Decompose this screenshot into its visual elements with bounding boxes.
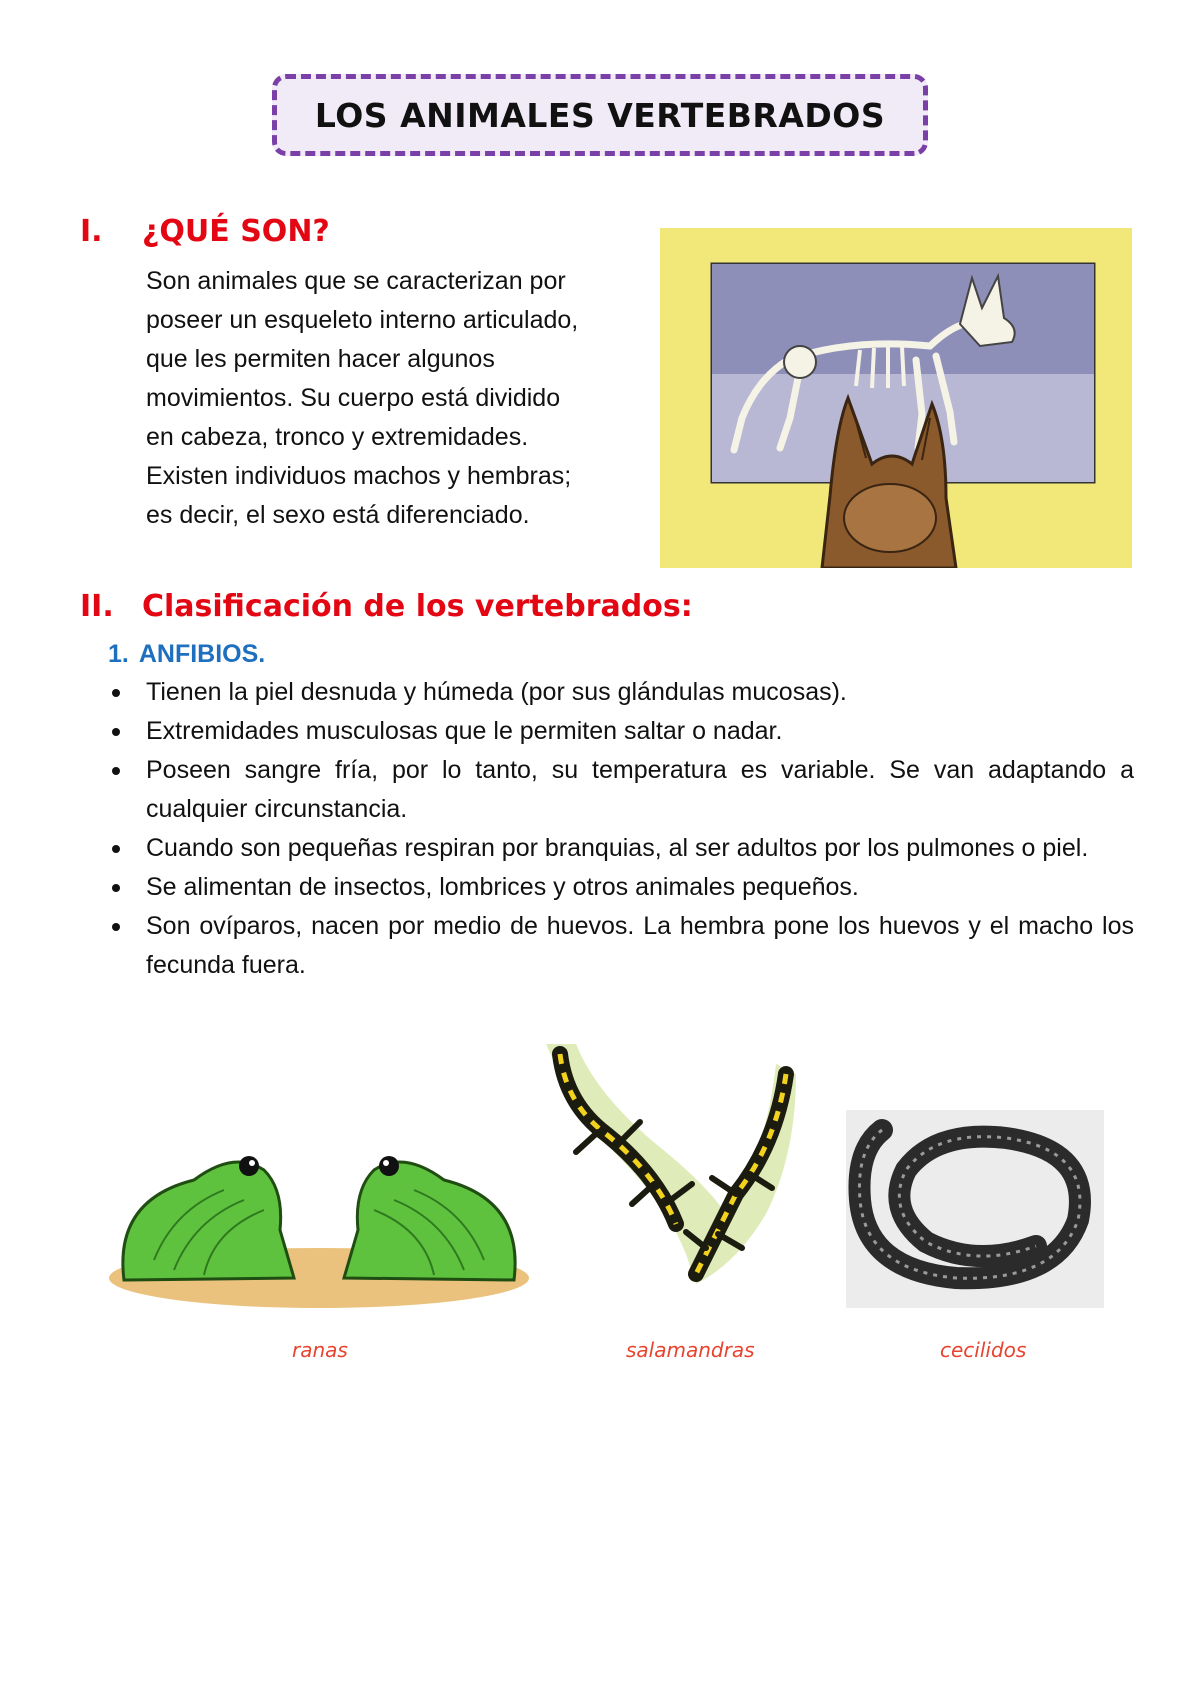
list-item [106,829,1134,868]
section-1-number: I. [80,214,103,249]
subsection-heading [108,640,265,669]
list-item [106,673,1134,712]
bullet-icon [112,689,120,697]
section-1-heading [80,214,330,249]
list-item-text: Son ovíparos, nacen por medio de huevos. La hembra pone los huevos y el macho los fecunda fuera. [146,912,1134,979]
list-item-text: Extremidades musculosas que le permiten saltar o nadar. [146,717,783,745]
bullet-icon [112,923,120,931]
paragraph-line: en cabeza, tronco y extremidades. [146,423,529,451]
section-2-heading [80,589,693,624]
bullet-icon [112,845,120,853]
list-item [106,907,1134,985]
paragraph-line: movimientos. Su cuerpo está dividido [146,384,561,412]
paragraph-line: que les permiten hacer algunos [146,345,495,373]
list-item-text: Poseen sangre fría, por lo tanto, su temperatura es variable. Se van adaptando a cualquier circunstancia. [146,756,1134,823]
title-banner [272,74,928,156]
amphibian-traits-list [106,673,1134,985]
section-1-paragraph [146,262,646,535]
bullet-icon [112,884,120,892]
section-2-title: Clasificación de los vertebrados: [142,589,693,624]
dog-skeleton-illustration [660,228,1132,568]
bullet-icon [112,728,120,736]
list-item-text: Tienen la piel desnuda y húmeda (por sus glándulas mucosas). [146,678,847,706]
list-item-text: Se alimentan de insectos, lombrices y otros animales pequeños. [146,873,859,901]
paragraph-line: Son animales que se caracterizan por [146,267,566,295]
page-title: LOS ANIMALES VERTEBRADOS [314,95,886,135]
list-item-text: Cuando son pequeñas respiran por branquias, al ser adultos por los pulmones o piel. [146,834,1089,862]
list-item [106,751,1134,829]
subsection-number: 1. [108,640,129,668]
paragraph-line: poseer un esqueleto interno articulado, [146,306,579,334]
bullet-icon [112,767,120,775]
caecilian-illustration [846,1110,1104,1308]
section-2-number: II. [80,589,114,624]
list-item [106,712,1134,751]
caption-frogs: ranas [292,1338,348,1362]
paragraph-line: es decir, el sexo está diferenciado. [146,501,530,529]
caption-salamanders: salamandras [626,1338,755,1362]
subsection-title: ANFIBIOS. [138,640,266,668]
section-1-title: ¿QUÉ SON? [142,214,330,249]
list-item [106,868,1134,907]
frogs-illustration [104,1110,534,1310]
caption-caecilians: cecilidos [940,1338,1027,1362]
salamanders-illustration [536,1034,836,1312]
paragraph-line: Existen individuos machos y hembras; [146,462,572,490]
